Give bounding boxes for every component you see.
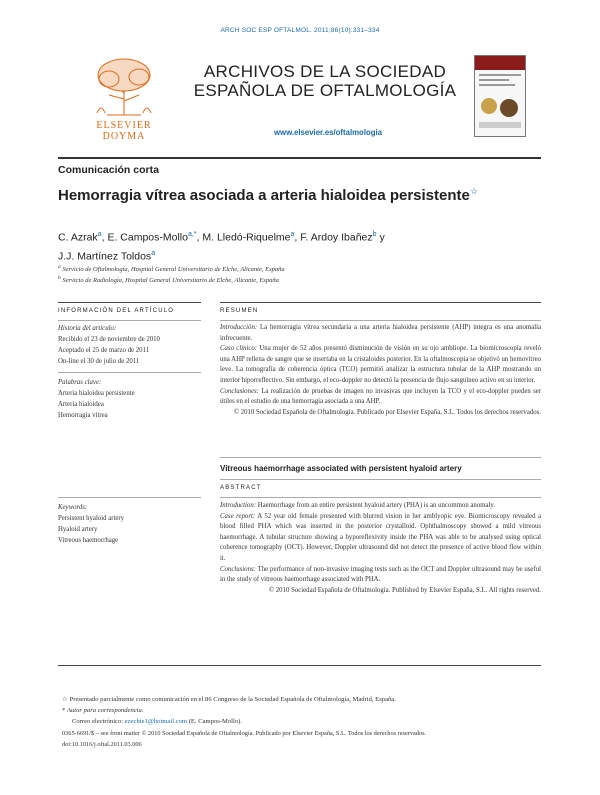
journal-cover-image [474, 55, 526, 137]
header-rule [58, 157, 541, 159]
section-type: Comunicación corta [58, 164, 159, 176]
footnote-text: Autor para correspondencia. [66, 707, 144, 714]
abstract-heading: ABSTRACT [220, 485, 262, 491]
article-title-text: Hemorragia vítrea asociada a arteria hialoidea persistente [58, 187, 470, 204]
keywords-en [58, 502, 201, 546]
journal-url-link[interactable]: www.elsevier.es/oftalmologia [273, 128, 383, 137]
footnote-mark: * [62, 707, 66, 714]
resumen-heading: RESUMEN [220, 308, 259, 314]
affiliation-mark: b [58, 275, 61, 281]
abstract-column-rule [220, 320, 541, 321]
abstract-case-label: Case report: [220, 512, 256, 520]
journal-title [180, 62, 470, 100]
keywords-es [58, 377, 201, 421]
resumen-case-label: Caso clínico: [220, 345, 258, 353]
affiliation-text: Servicio de Radiología, Hospital General Universitario de Elche, Alicante, España [62, 277, 279, 285]
info-column-rule [58, 372, 201, 373]
email-owner: (E. Campos-Mollo). [188, 718, 242, 725]
journal-title-line2: ESPAÑOLA DE OFTALMOLOGÍA [193, 81, 457, 100]
resumen-conclusions: La realización de pruebas de imagen no invasivas que incluyen la TCO y el eco-doppler pueden ser útiles en el estudio de una hemorragia asociada a una AHP. [220, 387, 542, 406]
abstract-intro-label: Introduction: [220, 502, 256, 509]
abstract-copyright: © 2010 Sociedad Española de Oftalmología. Published by Elsevier España, S.L. All rights reserved. [268, 586, 541, 594]
accepted-date: Aceptado el 25 de marzo de 2011 [58, 347, 150, 354]
author-affiliation-mark[interactable]: a [290, 231, 295, 238]
resumen-body [220, 323, 541, 418]
keyword: Hemorragia vítrea [58, 412, 108, 419]
author-conjunction: y [379, 231, 385, 244]
abstract-body [220, 501, 541, 596]
affiliation-mark: a [58, 264, 61, 270]
author-affiliation-mark[interactable]: a [97, 231, 102, 238]
author-affiliation-mark[interactable]: b [372, 231, 377, 238]
author-name: J.J. Martínez Toldos [58, 250, 152, 262]
keyword: Arteria hialoidea [58, 401, 104, 408]
author-affiliation-mark[interactable]: a [151, 249, 156, 257]
footnote-presentation [62, 695, 542, 706]
affiliation-text: Servicio de Oftalmología, Hospital General Universitario de Elche, Alicante, España [62, 266, 285, 274]
affiliation [58, 275, 541, 284]
keyword: Hyaloid artery [58, 526, 98, 533]
resumen-intro: La hemorragia vítrea secundaria a una arteria hialoidea persistente (AHP) integra es una anomalía infrecuente. [220, 324, 542, 342]
keywords-label: Keywords: [58, 504, 88, 511]
doi-line[interactable]: doi:10.1016/j.oftal.2011.03.006 [62, 741, 142, 748]
info-column-rule [58, 302, 201, 303]
history-label: Historia del artículo: [58, 325, 117, 332]
author-name: F. Ardoy Ibañez [300, 231, 373, 244]
footnote-corresponding [62, 706, 542, 717]
abstract-column-rule [220, 457, 541, 458]
resumen-conclusions-label: Conclusiones: [220, 387, 259, 395]
abstract-case: A 52 year old female presented with blurred vision in her amblyopic eye. Biomicroscopy revealed a blood filled PHA which was inserted in the posterior crystalloid. Ophthalmoscopy showed a mild vitreous haemorrhage. A tubular structure showing a hyporeflexivity inside the PHA was able to be analysed using optical coherence tomography (OCT). However, Doppler ultrasound did not detect the presence of active blood flow within it. [220, 512, 542, 562]
author-name: E. Campos-Mollo [107, 231, 188, 244]
resumen-case: Una mujer de 52 años presentó disminución de visión en su ojo ambliope. La biomicroscopía reveló una AHP rellena de sangre que se insertaba en la cristaloides posterior. En la oftalmoscopia se objetivó un hemovítreo leve. La tomografía de coherencia óptica (TCO) permitió analizar la estructura tubular de la AHP mostrando un interior hiporreflectivo. Sin embargo, el eco-doppler no detectó la presencia de flujo sanguíneo activo en su interior. [220, 345, 541, 384]
resumen-copyright: © 2010 Sociedad Española de Oftalmología. Publicado por Elsevier España, S.L. Todos los derechos reservados. [233, 408, 541, 416]
article-title [58, 186, 541, 204]
article-history [58, 323, 201, 367]
journal-title-line1: ARCHIVOS DE LA SOCIEDAD [203, 62, 447, 81]
footnote-email [72, 717, 552, 728]
keyword: Persistent hyaloid artery [58, 515, 125, 522]
resumen-intro-label: Introducción: [220, 324, 258, 331]
email-label: Correo electrónico: [72, 718, 124, 725]
title-footnote-mark[interactable]: ☆ [469, 186, 478, 196]
abstract-column-rule [220, 302, 541, 303]
keyword: Arteria hialoidea persistente [58, 390, 135, 397]
article-info-heading: INFORMACIÓN DEL ARTÍCULO [58, 308, 175, 314]
affiliation [58, 264, 541, 273]
abstract-intro: Haemorrhage from an entire persistent hyaloid artery (PHA) is an uncommon anomaly. [257, 502, 496, 509]
abstract-conclusions: The performance of non-invasive imaging tests such as the OCT and Doppler ultrasound may be useful in the study of vitreous haemorrhage associated with PHA. [220, 565, 542, 584]
email-link[interactable]: ezechie1@hotmail.com [124, 718, 188, 725]
author-affiliation-mark[interactable]: a,* [187, 231, 197, 238]
publisher-logo-text [79, 120, 169, 142]
journal-reference: ARCH SOC ESP OFTALMOL. 2011;86(10):331–334 [220, 27, 380, 34]
received-date: Recibido el 23 de noviembre de 2010 [58, 336, 160, 343]
info-column-rule [58, 320, 201, 321]
body-bottom-rule [58, 665, 541, 666]
issn-line: 0365-6691/$ – see front matter © 2010 Sociedad Española de Oftalmología. Publicado por Elsevier España, S.L. Todos los derechos reservados. [62, 730, 427, 737]
english-title: Vitreous haemorrhage associated with persistent hyaloid artery [220, 464, 462, 473]
keywords-label: Palabras clave: [58, 379, 102, 386]
online-date: On-line el 30 de julio de 2011 [58, 358, 140, 365]
footnote-text: Presentado parcialmente como comunicación en el 86 Congreso de la Sociedad Española de Oftalmología, Madrid, España. [69, 696, 396, 703]
author-name: C. Azrak [58, 231, 98, 244]
publisher-name: ELSEVIER [96, 120, 152, 131]
publisher-imprint: DOYMA [102, 131, 146, 142]
abstract-conclusions-label: Conclusions: [220, 565, 256, 573]
abstract-column-rule [220, 497, 541, 498]
info-column-rule [58, 497, 201, 498]
abstract-column-rule [220, 479, 541, 480]
keyword: Vitreous haemorrhage [58, 537, 119, 544]
author-name: M. Lledó-Riquelme [202, 231, 291, 244]
footnote-mark: ☆ [62, 696, 68, 703]
author-list: C. Azrak$^a$, E. Campos-Mollo$^{a,*}$, M. Lledó-Riquelme$^a$, F. Ardoy Ibañez$^b$ y J.J. Martínez Toldos$^a$ [58, 231, 385, 262]
